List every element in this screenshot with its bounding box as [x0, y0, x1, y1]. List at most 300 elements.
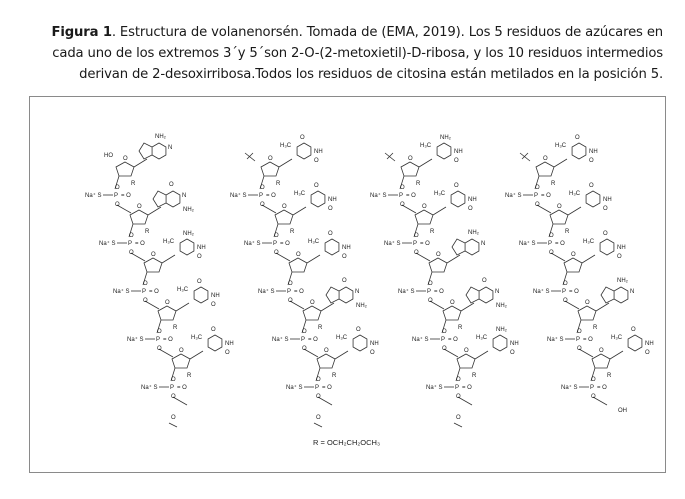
strand-4-unit-1-glycosidic — [554, 159, 567, 167]
strand-1-unit-4-phosphate-o-up: O — [157, 329, 162, 335]
strand-2-unit-5-base-T-methyl: H₃C — [336, 335, 348, 341]
strand-4-5prime-wavy — [522, 153, 528, 159]
strand-4-unit-2-phosphate-p: P — [548, 241, 553, 247]
strand-1-unit-1-sugar-o: O — [123, 156, 128, 162]
strand-1-unit-2-base-G-amine: NH₂ — [183, 207, 194, 213]
strand-3-unit-4-base-G-top: O — [482, 278, 487, 284]
strand-4-unit-3-sugar-o: O — [571, 252, 576, 258]
strand-3-unit-4-base-G-ring — [479, 287, 493, 303]
strand-1-unit-1-phosphate-nas: Na⁺ S — [85, 193, 102, 199]
strand-1-unit-3-sugar-o: O — [151, 252, 156, 258]
strand-4-unit-2-r: R — [565, 229, 570, 235]
strand-2-unit-2-glycosidic — [293, 207, 306, 215]
strand-3-unit-5-base-C-ring — [493, 335, 507, 351]
strand-1-unit-1-phosphate-p: P — [114, 193, 119, 199]
strand-3-unit-2-base-T-top: O — [454, 183, 459, 189]
strand-1-unit-4-sugar — [158, 306, 176, 320]
strand-3-3prime-o: O — [456, 415, 461, 421]
strand-3-unit-2-sugar-o: O — [422, 204, 427, 210]
strand-4-unit-3-base-T-o2: O — [617, 254, 622, 260]
strand-3-unit-4-phosphate-o-up: O — [442, 329, 447, 335]
strand-3-unit-2-phosphate-nas: Na⁺ S — [384, 241, 401, 247]
strand-3-unit-5-link — [458, 397, 472, 405]
strand-2-unit-2-phosphate-o-up: O — [274, 233, 279, 239]
strand-3-unit-2-base-T-nh: NH — [468, 197, 477, 203]
strand-1-unit-2-phosphate-o-up: O — [129, 233, 134, 239]
strand-4-unit-1-sugar-o: O — [543, 156, 548, 162]
strand-3-unit-5-base-C-nh: NH — [510, 341, 519, 347]
strand-4-unit-1-r: R — [551, 181, 556, 187]
strand-4-unit-1-base-T-nh: NH — [589, 149, 598, 155]
strand-3-unit-5-phosphate-nas: Na⁺ S — [426, 385, 443, 391]
strand-4-unit-5-phosphate-p: P — [590, 385, 595, 391]
strand-2-unit-1-phosphate-nas: Na⁺ S — [230, 193, 247, 199]
strand-3-5prime-link — [385, 153, 395, 161]
strand-3-unit-1-base-C-top: NH₂ — [440, 135, 451, 141]
strand-4-unit-2-base-T-top: O — [589, 183, 594, 189]
strand-3-unit-3-base-A-ring — [465, 239, 479, 255]
strand-1-unit-4-glycosidic — [176, 303, 189, 311]
strand-1-unit-4-phosphate-p: P — [156, 337, 161, 343]
strand-2-unit-4-base-G-imidazole — [326, 287, 339, 303]
strand-3-unit-1-phosphate-o-down: O — [400, 202, 405, 208]
strand-4-unit-2-sugar — [550, 210, 568, 224]
strand-2-unit-3-base-T-nh: NH — [342, 245, 351, 251]
strand-2-unit-1-base-T-nh: NH — [314, 149, 323, 155]
figure-caption — [43, 22, 663, 85]
strand-3-unit-3-phosphate-p: P — [427, 289, 432, 295]
strand-2-unit-1-base-T-ring — [297, 143, 311, 159]
strand-3-unit-3-base-A-n: N — [481, 241, 486, 247]
strand-3-unit-5-phosphate-o-up: O — [456, 377, 461, 383]
strand-3-unit-2-phosphate-po: = O — [420, 241, 430, 247]
strand-2-unit-1-base-T-top: O — [300, 135, 305, 141]
strand-1-unit-1-base-A-top: NH₂ — [155, 134, 166, 140]
strand-2-unit-1-sugar — [261, 162, 279, 176]
strand-1-unit-3-glycosidic — [162, 255, 175, 263]
strand-2-unit-4-base-G-ring — [339, 287, 353, 303]
strand-2-unit-4-sugar-o: O — [310, 300, 315, 306]
strand-2-unit-5-r: R — [332, 373, 337, 379]
strand-4-unit-1-phosphate-nas: Na⁺ S — [505, 193, 522, 199]
strand-4-unit-4-sugar-o: O — [585, 300, 590, 306]
strand-2-unit-5-link — [318, 397, 332, 405]
strand-1-unit-2-sugar-o: O — [137, 204, 142, 210]
strand-3-unit-2-link — [416, 253, 430, 261]
strand-3-unit-5-phosphate-p: P — [455, 385, 460, 391]
strand-2-unit-2-base-T-methyl: H₃C — [294, 191, 306, 197]
strand-1-unit-5-r: R — [187, 373, 192, 379]
strand-2-unit-2-phosphate-p: P — [273, 241, 278, 247]
strand-1-unit-3-base-C-ring — [180, 239, 194, 255]
strand-4-unit-2-base-T-o2: O — [603, 206, 608, 212]
strand-1-unit-5-phosphate-po: = O — [177, 385, 187, 391]
strand-2-unit-3-base-T-top: O — [328, 231, 333, 237]
strand-1-unit-5-base-T-nh: NH — [225, 341, 234, 347]
strand-2-unit-3-link — [290, 301, 304, 309]
strand-4-unit-5-base-T-methyl: H₃C — [611, 335, 623, 341]
strand-3-unit-5-r: R — [472, 373, 477, 379]
strand-4-unit-5-phosphate-o-up: O — [591, 377, 596, 383]
strand-1-unit-4-sugar-o: O — [165, 300, 170, 306]
strand-3-unit-4-r: R — [458, 325, 463, 331]
strand-2-unit-5-phosphate-nas: Na⁺ S — [286, 385, 303, 391]
strand-1-unit-1-glycosidic — [134, 159, 147, 167]
strand-1-3prime-cut — [169, 423, 177, 427]
strand-3-unit-5-phosphate-o-down: O — [456, 394, 461, 400]
strand-1-unit-4-base-T-nh: NH — [211, 293, 220, 299]
strand-2-unit-2-base-T-ring — [311, 191, 325, 207]
strand-1-unit-5-base-T-methyl: H₃C — [191, 335, 203, 341]
strand-1-unit-2-phosphate-p: P — [128, 241, 133, 247]
strand-4-unit-2-phosphate-nas: Na⁺ S — [519, 241, 536, 247]
strand-4-unit-3-phosphate-nas: Na⁺ S — [533, 289, 550, 295]
strand-4-unit-4-phosphate-p: P — [576, 337, 581, 343]
strand-2-unit-3-phosphate-nas: Na⁺ S — [258, 289, 275, 295]
strand-3-unit-5-glycosidic — [475, 351, 488, 359]
caption-line-1 — [43, 22, 663, 43]
strand-1-unit-5-phosphate-nas: Na⁺ S — [141, 385, 158, 391]
strand-2-unit-4-base-G-top: O — [342, 278, 347, 284]
strand-2-unit-4-phosphate-o-up: O — [302, 329, 307, 335]
strand-1-unit-4-base-T-methyl: H₃C — [177, 287, 189, 293]
strand-2-unit-2-phosphate-po: = O — [280, 241, 290, 247]
strand-3-unit-1-glycosidic — [419, 159, 432, 167]
strand-2-unit-5-phosphate-o-up: O — [316, 377, 321, 383]
strand-1-unit-4-r: R — [173, 325, 178, 331]
strand-3-unit-4-glycosidic — [461, 303, 474, 311]
strand-4-unit-4-base-A-n: N — [630, 289, 635, 295]
strand-3-unit-1-phosphate-p: P — [399, 193, 404, 199]
strand-4-unit-3-sugar — [564, 258, 582, 272]
strand-4-unit-4-sugar — [578, 306, 596, 320]
strand-3-unit-4-base-G-amine: NH₂ — [496, 303, 507, 309]
strand-4-unit-4-glycosidic — [596, 303, 609, 311]
strand-4-unit-2-sugar-o: O — [557, 204, 562, 210]
strand-1-unit-1-phosphate-o-up: O — [115, 185, 120, 191]
strand-2-unit-4-link — [304, 349, 318, 357]
strand-2-unit-1-phosphate-po: = O — [266, 193, 276, 199]
strand-3-unit-4-phosphate-p: P — [441, 337, 446, 343]
strand-4-unit-5-glycosidic — [610, 351, 623, 359]
strand-2-unit-3-phosphate-o-up: O — [288, 281, 293, 287]
strand-3-unit-1-phosphate-nas: Na⁺ S — [370, 193, 387, 199]
strand-1-unit-1-base-A-ring — [152, 143, 166, 159]
strand-4-unit-5-base-T-o2: O — [645, 350, 650, 356]
strand-1-unit-2-r: R — [145, 229, 150, 235]
strand-4-unit-2-link — [551, 253, 565, 261]
strand-1-unit-5-glycosidic — [190, 351, 203, 359]
strand-3-unit-2-base-T-methyl: H₃C — [434, 191, 446, 197]
strand-3-unit-1-link — [402, 205, 416, 213]
strand-4-unit-3-phosphate-o-down: O — [563, 298, 568, 304]
strand-2-unit-5-sugar-o: O — [324, 348, 329, 354]
strand-2-unit-4-glycosidic — [321, 303, 334, 311]
strand-2-unit-1-base-T-methyl: H₃C — [280, 143, 292, 149]
strand-4-unit-5-link — [593, 397, 607, 405]
strand-2-unit-1-base-T-o2: O — [314, 158, 319, 164]
strand-3-unit-1-sugar-o: O — [408, 156, 413, 162]
strand-3-unit-1-base-C-ring — [437, 143, 451, 159]
strand-3-unit-3-sugar-o: O — [436, 252, 441, 258]
strand-2-unit-1-glycosidic — [279, 159, 292, 167]
strand-3-unit-5-base-C-methyl: H₃C — [476, 335, 488, 341]
strand-1-unit-4-base-T-top: O — [197, 279, 202, 285]
strand-3-unit-1-sugar — [401, 162, 419, 176]
strand-1-5prime-ho: HO — [104, 153, 113, 159]
caption-line-3: derivan de 2-desoxirribosa.Todos los residuos de citosina están metilados en la posición 5. — [79, 67, 663, 82]
strand-4-unit-5-base-T-nh: NH — [645, 341, 654, 347]
strand-1-unit-1-base-A-n: N — [168, 145, 173, 151]
strand-1-unit-2-sugar — [130, 210, 148, 224]
strand-2-unit-5-base-T-ring — [353, 335, 367, 351]
strand-2-unit-1-phosphate-o-up: O — [260, 185, 265, 191]
strand-3-unit-3-base-A-top: NH₂ — [468, 230, 479, 236]
strand-2-unit-3-phosphate-p: P — [287, 289, 292, 295]
figure-label: Figura 1 — [51, 25, 112, 40]
strand-3-unit-4-sugar-o: O — [450, 300, 455, 306]
strand-1-unit-4-link — [159, 349, 173, 357]
strand-2-unit-5-sugar — [317, 354, 335, 368]
strand-1-unit-3-phosphate-o-up: O — [143, 281, 148, 287]
strand-2-5prime-wavy — [247, 153, 253, 159]
caption-text-1: . Estructura de volanenorsén. Tomada de (EMA, 2019). Los 5 residuos de azúcares en — [111, 25, 663, 40]
strand-2-unit-5-base-T-o2: O — [370, 350, 375, 356]
strand-3-unit-4-base-G-imidazole — [466, 287, 479, 303]
strand-4-unit-2-phosphate-o-up: O — [549, 233, 554, 239]
strand-1-unit-5-sugar — [172, 354, 190, 368]
strand-1-unit-3-base-C-top: NH₂ — [183, 231, 194, 237]
strand-1-unit-2-base-G-ring — [166, 191, 180, 207]
strand-4-unit-5-phosphate-o-down: O — [591, 394, 596, 400]
strand-3-unit-3-phosphate-o-up: O — [428, 281, 433, 287]
strand-1-unit-4-base-T-o2: O — [211, 302, 216, 308]
strand-3-unit-5-base-C-top: NH₂ — [496, 327, 507, 333]
strand-2-unit-3-sugar — [289, 258, 307, 272]
strand-2-unit-5-base-T-top: O — [356, 327, 361, 333]
strand-3-unit-2-glycosidic — [433, 207, 446, 215]
strand-4-unit-1-base-T-methyl: H₃C — [555, 143, 567, 149]
strand-4-unit-2-phosphate-o-down: O — [549, 250, 554, 256]
volanesorsen-structure-drawing — [30, 97, 667, 474]
strand-1-unit-1-sugar — [116, 162, 134, 176]
strand-2-unit-2-base-T-o2: O — [328, 206, 333, 212]
strand-4-unit-3-glycosidic — [582, 255, 595, 263]
strand-4-unit-3-phosphate-p: P — [562, 289, 567, 295]
strand-4-unit-1-link — [537, 205, 551, 213]
strand-4-unit-4-base-A-imidazole — [601, 287, 614, 303]
strand-4-unit-2-glycosidic — [568, 207, 581, 215]
strand-3-unit-3-phosphate-nas: Na⁺ S — [398, 289, 415, 295]
strand-4-unit-2-base-T-ring — [586, 191, 600, 207]
strand-1-unit-5-base-T-top: O — [211, 327, 216, 333]
strand-2-unit-4-base-G-n: N — [355, 289, 360, 295]
strand-2-unit-2-base-T-nh: NH — [328, 197, 337, 203]
strand-1-unit-3-sugar — [144, 258, 162, 272]
strand-4-unit-3-base-T-ring — [600, 239, 614, 255]
strand-3-unit-1-phosphate-o-up: O — [400, 185, 405, 191]
strand-2-unit-2-base-T-top: O — [314, 183, 319, 189]
strand-3-unit-2-sugar — [415, 210, 433, 224]
strand-1-unit-3-phosphate-po: = O — [149, 289, 159, 295]
strand-2-unit-5-phosphate-o-down: O — [316, 394, 321, 400]
strand-3-unit-2-r: R — [430, 229, 435, 235]
strand-4-unit-5-sugar-o: O — [599, 348, 604, 354]
strand-1-unit-5-sugar-o: O — [179, 348, 184, 354]
strand-3-unit-2-base-T-ring — [451, 191, 465, 207]
strand-1-unit-5-base-T-o2: O — [225, 350, 230, 356]
strand-2-unit-5-phosphate-po: = O — [322, 385, 332, 391]
strand-4-unit-3-base-T-top: O — [603, 231, 608, 237]
strand-2-5prime-link — [245, 153, 255, 161]
strand-4-unit-5-phosphate-po: = O — [597, 385, 607, 391]
strand-1-unit-3-base-C-o2: O — [197, 254, 202, 260]
strand-2-unit-3-base-T-ring — [325, 239, 339, 255]
strand-2-unit-5-phosphate-p: P — [315, 385, 320, 391]
strand-4-unit-1-base-T-o2: O — [589, 158, 594, 164]
strand-4-unit-3-phosphate-o-up: O — [563, 281, 568, 287]
strand-4-unit-5-phosphate-nas: Na⁺ S — [561, 385, 578, 391]
strand-3-unit-1-base-C-o2: O — [454, 158, 459, 164]
strand-1-unit-2-base-G-top: O — [169, 182, 174, 188]
strand-4-unit-3-base-T-methyl: H₃C — [583, 239, 595, 245]
strand-1-unit-5-phosphate-o-up: O — [171, 377, 176, 383]
strand-1-unit-2-phosphate-nas: Na⁺ S — [99, 241, 116, 247]
strand-2-unit-4-phosphate-po: = O — [308, 337, 318, 343]
strand-4-unit-3-link — [565, 301, 579, 309]
strand-2-unit-3-sugar-o: O — [296, 252, 301, 258]
strand-1-unit-4-phosphate-po: = O — [163, 337, 173, 343]
strand-3-unit-5-base-C-o2: O — [510, 350, 515, 356]
strand-2-unit-4-phosphate-p: P — [301, 337, 306, 343]
strand-3-unit-4-phosphate-nas: Na⁺ S — [412, 337, 429, 343]
strand-3-unit-1-base-C-methyl: H₃C — [420, 143, 432, 149]
strand-1-unit-3-base-C-nh: NH — [197, 245, 206, 251]
strand-2-unit-1-sugar-o: O — [268, 156, 273, 162]
strand-1-unit-3-phosphate-p: P — [142, 289, 147, 295]
strand-3-unit-2-base-T-o2: O — [468, 206, 473, 212]
strand-4-unit-1-base-T-ring — [572, 143, 586, 159]
strand-3-unit-1-r: R — [416, 181, 421, 187]
strand-3-unit-5-phosphate-po: = O — [462, 385, 472, 391]
strand-1-unit-1-link — [117, 205, 131, 213]
strand-4-5prime-link — [520, 153, 530, 161]
strand-1-unit-5-base-T-ring — [208, 335, 222, 351]
strand-1-unit-4-phosphate-nas: Na⁺ S — [127, 337, 144, 343]
strand-3-unit-3-phosphate-o-down: O — [428, 298, 433, 304]
strand-3-unit-5-sugar — [457, 354, 475, 368]
strand-3-unit-4-base-G-n: N — [495, 289, 500, 295]
strand-3-3prime-cut — [454, 423, 462, 427]
strand-4-unit-5-r: R — [607, 373, 612, 379]
strand-3-unit-1-phosphate-po: = O — [406, 193, 416, 199]
strand-2-unit-4-phosphate-nas: Na⁺ S — [272, 337, 289, 343]
strand-2-unit-3-phosphate-o-down: O — [288, 298, 293, 304]
strand-2-unit-1-phosphate-o-down: O — [260, 202, 265, 208]
strand-1-unit-2-link — [131, 253, 145, 261]
strand-4-unit-4-base-A-ring — [614, 287, 628, 303]
strand-1-unit-1-phosphate-po: = O — [121, 193, 131, 199]
strand-4-unit-1-phosphate-po: = O — [541, 193, 551, 199]
strand-2-unit-2-r: R — [290, 229, 295, 235]
strand-3-unit-4-phosphate-o-down: O — [442, 346, 447, 352]
strand-1-unit-2-base-G-imidazole — [153, 191, 166, 207]
strand-4-unit-2-base-T-nh: NH — [603, 197, 612, 203]
r-group-definition: R = OCH₂CH₂OCH₃ — [313, 438, 381, 447]
strand-2-unit-3-phosphate-po: = O — [294, 289, 304, 295]
strand-4-unit-5-base-T-ring — [628, 335, 642, 351]
strand-2-unit-4-phosphate-o-down: O — [302, 346, 307, 352]
strand-3-unit-5-sugar-o: O — [464, 348, 469, 354]
strand-2-unit-2-sugar-o: O — [282, 204, 287, 210]
strand-1-unit-3-base-C-methyl: H₃C — [163, 239, 175, 245]
strand-4-unit-1-phosphate-p: P — [534, 193, 539, 199]
strand-3-unit-4-sugar — [443, 306, 461, 320]
strand-4-unit-4-phosphate-o-up: O — [577, 329, 582, 335]
strand-3-unit-2-phosphate-o-up: O — [414, 233, 419, 239]
strand-2-unit-3-base-T-methyl: H₃C — [308, 239, 320, 245]
strand-4-3prime-oh: OH — [618, 408, 627, 414]
strand-2-unit-2-phosphate-nas: Na⁺ S — [244, 241, 261, 247]
strand-4-unit-3-phosphate-po: = O — [569, 289, 579, 295]
strand-4-unit-4-phosphate-nas: Na⁺ S — [547, 337, 564, 343]
strand-1-unit-4-phosphate-o-down: O — [157, 346, 162, 352]
strand-1-unit-5-phosphate-o-down: O — [171, 394, 176, 400]
strand-3-unit-3-link — [430, 301, 444, 309]
strand-1-unit-2-base-G-n: N — [182, 193, 187, 199]
strand-2-unit-3-base-T-o2: O — [342, 254, 347, 260]
strand-1-unit-1-phosphate-o-down: O — [115, 202, 120, 208]
strand-4-unit-1-phosphate-o-up: O — [535, 185, 540, 191]
strand-4-unit-4-phosphate-o-down: O — [577, 346, 582, 352]
strand-2-unit-2-phosphate-o-down: O — [274, 250, 279, 256]
strand-1-unit-3-phosphate-o-down: O — [143, 298, 148, 304]
strand-3-unit-3-base-A-imidazole — [452, 239, 465, 255]
strand-1-unit-3-link — [145, 301, 159, 309]
strand-2-unit-2-link — [276, 253, 290, 261]
strand-2-unit-3-glycosidic — [307, 255, 320, 263]
strand-2-unit-4-base-G-amine: NH₂ — [356, 303, 367, 309]
strand-3-unit-4-phosphate-po: = O — [448, 337, 458, 343]
strand-1-unit-5-link — [173, 397, 187, 405]
strand-4-unit-4-r: R — [593, 325, 598, 331]
strand-2-unit-5-base-T-nh: NH — [370, 341, 379, 347]
strand-1-unit-2-phosphate-o-down: O — [129, 250, 134, 256]
strand-1-unit-4-base-T-ring — [194, 287, 208, 303]
strand-4-unit-5-base-T-top: O — [631, 327, 636, 333]
strand-3-unit-3-sugar — [429, 258, 447, 272]
strand-4-unit-1-base-T-top: O — [575, 135, 580, 141]
strand-2-unit-4-sugar — [303, 306, 321, 320]
strand-3-5prime-wavy — [387, 153, 393, 159]
strand-3-unit-2-phosphate-o-down: O — [414, 250, 419, 256]
strand-2-3prime-cut — [314, 423, 322, 427]
strand-4-unit-3-base-T-nh: NH — [617, 245, 626, 251]
strand-1-unit-1-base-A-imidazole — [139, 143, 152, 159]
strand-2-unit-1-r: R — [276, 181, 281, 187]
strand-4-unit-4-link — [579, 349, 593, 357]
strand-2-unit-5-glycosidic — [335, 351, 348, 359]
strand-4-unit-4-base-A-top: NH₂ — [617, 278, 628, 284]
chemical-structure-figure — [29, 96, 666, 473]
strand-2-unit-2-sugar — [275, 210, 293, 224]
strand-1-3prime-o: O — [171, 415, 176, 421]
strand-4-unit-1-phosphate-o-down: O — [535, 202, 540, 208]
strand-3-unit-3-glycosidic — [447, 255, 460, 263]
strand-1-unit-1-r: R — [131, 181, 136, 187]
strand-4-unit-4-phosphate-po: = O — [583, 337, 593, 343]
strand-4-unit-5-sugar — [592, 354, 610, 368]
